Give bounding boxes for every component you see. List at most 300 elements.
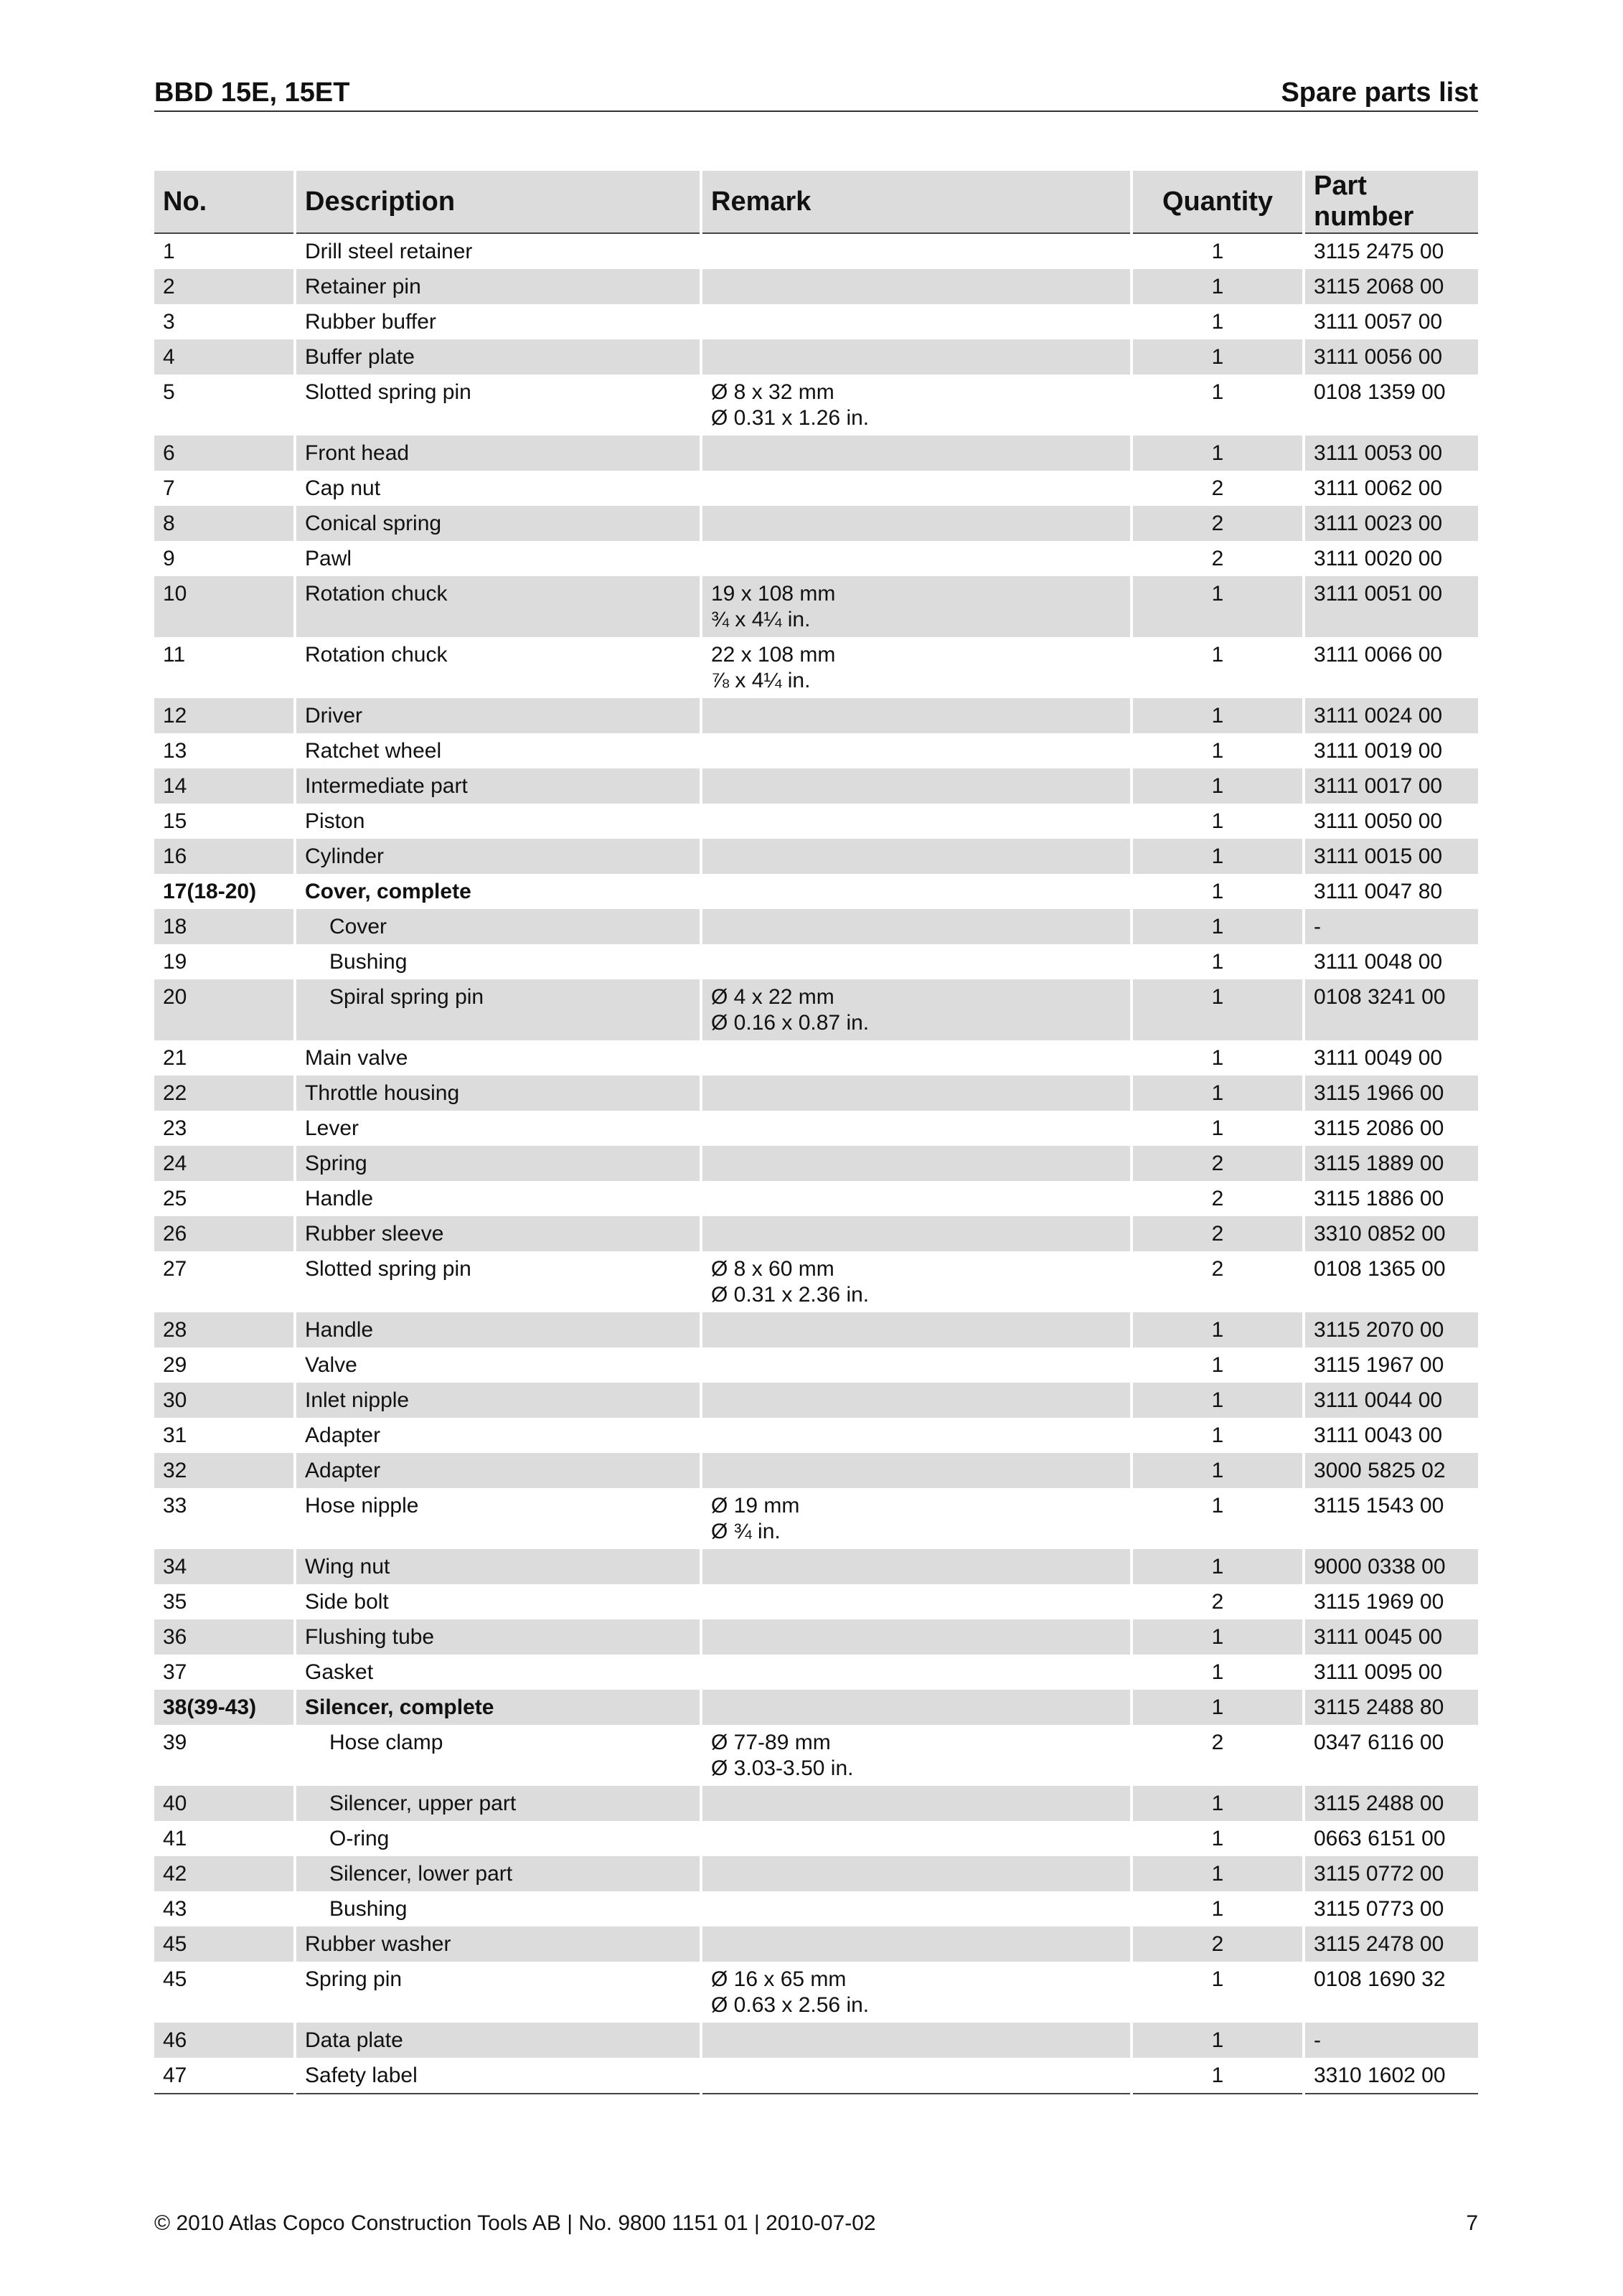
remark-line: Ø 8 x 60 mm bbox=[711, 1257, 834, 1281]
table-body bbox=[154, 233, 1478, 2094]
cell-item-number: 43 bbox=[163, 1897, 187, 1921]
cell-item-number: 32 bbox=[154, 1453, 295, 1488]
cell-quantity: 1 bbox=[1132, 1076, 1304, 1111]
cell-part-number: 3310 1602 00 bbox=[1304, 2058, 1478, 2094]
cell-quantity: 1 bbox=[1132, 944, 1304, 979]
remark-line: Ø 3.03-3.50 in. bbox=[711, 1756, 854, 1780]
cell-part-number: 3115 1889 00 bbox=[1304, 1146, 1478, 1181]
cell-item-number: 9 bbox=[163, 547, 175, 570]
cell-item-number: 19 bbox=[163, 950, 187, 974]
cell-remark bbox=[701, 1584, 1132, 1619]
cell-item-number: 7 bbox=[163, 476, 175, 500]
cell-quantity: 1 bbox=[1132, 1619, 1304, 1655]
cell-item-number: 42 bbox=[154, 1856, 295, 1891]
page-footer bbox=[154, 2211, 1478, 2236]
column-header-remark: Remark bbox=[701, 171, 1132, 233]
cell-quantity: 2 bbox=[1132, 506, 1304, 541]
table-row bbox=[154, 1251, 1478, 1312]
cell-item-number: 28 bbox=[154, 1312, 295, 1347]
cell-part-number: 0108 1365 00 bbox=[1304, 1251, 1478, 1312]
table-row bbox=[154, 1856, 1478, 1891]
cell-quantity: 1 bbox=[1132, 733, 1304, 768]
cell-remark bbox=[701, 1619, 1132, 1655]
cell-quantity: 1 bbox=[1132, 698, 1304, 733]
cell-item-number: 47 bbox=[154, 2058, 295, 2094]
cell-item-number: 1 bbox=[163, 240, 175, 263]
cell-item-number: 22 bbox=[154, 1076, 295, 1111]
remark-line: Ø 4 x 22 mm bbox=[711, 985, 834, 1009]
cell-remark bbox=[701, 1655, 1132, 1690]
cell-item-number: 15 bbox=[163, 809, 187, 833]
cell-item-number: 31 bbox=[163, 1424, 187, 1447]
cell-description: Drill steel retainer bbox=[295, 233, 701, 269]
copyright-text: © 2010 Atlas Copco Construction Tools AB | No. 9800 1151 01 | 2010-07-02 bbox=[154, 2211, 876, 2235]
column-header-description: Description bbox=[295, 171, 701, 233]
cell-part-number: 3115 0772 00 bbox=[1304, 1856, 1478, 1891]
column-header-quantity: Quantity bbox=[1132, 171, 1304, 233]
cell-description: Side bolt bbox=[295, 1584, 701, 1619]
cell-description: Cylinder bbox=[295, 839, 701, 874]
table-row bbox=[154, 1146, 1478, 1181]
cell-quantity: 1 bbox=[1132, 1655, 1304, 1690]
cell-remark bbox=[701, 1040, 1132, 1076]
cell-description: Wing nut bbox=[295, 1549, 701, 1584]
cell-item-number: 12 bbox=[154, 698, 295, 733]
cell-remark bbox=[701, 1383, 1132, 1418]
table-row bbox=[154, 339, 1478, 375]
cell-description: Rubber sleeve bbox=[295, 1216, 701, 1251]
cell-remark bbox=[701, 1725, 1132, 1786]
cell-item-number: 8 bbox=[154, 506, 295, 541]
cell-item-number: 30 bbox=[154, 1383, 295, 1418]
remark-line: Ø 77-89 mm bbox=[711, 1731, 831, 1754]
cell-remark bbox=[701, 2058, 1132, 2094]
cell-quantity: 1 bbox=[1132, 1856, 1304, 1891]
cell-part-number: 3111 0024 00 bbox=[1304, 698, 1478, 733]
cell-remark bbox=[701, 1549, 1132, 1584]
table-row bbox=[154, 304, 1478, 339]
cell-item-number: 27 bbox=[163, 1257, 187, 1281]
cell-quantity: 1 bbox=[1132, 1891, 1304, 1926]
cell-description: Rotation chuck bbox=[295, 637, 701, 698]
cell-quantity: 1 bbox=[1132, 1418, 1304, 1453]
cell-item-number: 4 bbox=[154, 339, 295, 375]
page-number: 7 bbox=[1466, 2211, 1478, 2235]
cell-remark bbox=[701, 874, 1132, 909]
document-title: BBD 15E, 15ET bbox=[154, 77, 350, 108]
section-title: Spare parts list bbox=[1281, 77, 1478, 108]
cell-quantity: 1 bbox=[1132, 233, 1304, 269]
cell-description: Data plate bbox=[295, 2023, 701, 2058]
cell-item-number: 13 bbox=[163, 739, 187, 763]
cell-part-number: 3115 1969 00 bbox=[1304, 1584, 1478, 1619]
cell-description: Inlet nipple bbox=[295, 1383, 701, 1418]
cell-remark bbox=[701, 944, 1132, 979]
cell-quantity: 1 bbox=[1132, 979, 1304, 1040]
cell-remark bbox=[701, 979, 1132, 1040]
cell-quantity: 1 bbox=[1132, 637, 1304, 698]
table-header bbox=[154, 171, 1478, 233]
cell-description: Driver bbox=[295, 698, 701, 733]
cell-remark bbox=[701, 1488, 1132, 1549]
cell-quantity: 1 bbox=[1132, 1821, 1304, 1856]
cell-quantity: 1 bbox=[1132, 576, 1304, 637]
cell-quantity: 1 bbox=[1132, 1549, 1304, 1584]
cell-quantity: 1 bbox=[1132, 1453, 1304, 1488]
cell-quantity: 1 bbox=[1132, 2058, 1304, 2094]
table-row bbox=[154, 1891, 1478, 1926]
cell-description: Retainer pin bbox=[295, 269, 701, 304]
cell-description: Adapter bbox=[295, 1418, 701, 1453]
cell-part-number: 3111 0062 00 bbox=[1304, 471, 1478, 506]
cell-part-number: 0108 3241 00 bbox=[1304, 979, 1478, 1040]
table-row bbox=[154, 471, 1478, 506]
cell-description: Hose clamp bbox=[295, 1725, 701, 1786]
cell-part-number: 9000 0338 00 bbox=[1304, 1549, 1478, 1584]
cell-quantity: 1 bbox=[1132, 339, 1304, 375]
cell-remark bbox=[701, 1251, 1132, 1312]
cell-description: Bushing bbox=[295, 944, 701, 979]
cell-item-number: 24 bbox=[154, 1146, 295, 1181]
cell-remark bbox=[701, 1146, 1132, 1181]
remark-line: ⅞ x 4¼ in. bbox=[711, 669, 811, 692]
cell-item-number: 16 bbox=[154, 839, 295, 874]
cell-quantity: 2 bbox=[1132, 541, 1304, 576]
cell-quantity: 1 bbox=[1132, 269, 1304, 304]
cell-quantity: 2 bbox=[1132, 471, 1304, 506]
cell-remark bbox=[701, 637, 1132, 698]
table-row bbox=[154, 1040, 1478, 1076]
cell-quantity: 1 bbox=[1132, 1312, 1304, 1347]
table-row bbox=[154, 874, 1478, 909]
cell-description: Intermediate part bbox=[295, 768, 701, 804]
cell-remark bbox=[701, 339, 1132, 375]
cell-item-number: 41 bbox=[163, 1827, 187, 1850]
cell-item-number: 23 bbox=[163, 1116, 187, 1140]
spare-parts-table bbox=[154, 171, 1478, 2094]
cell-remark bbox=[701, 768, 1132, 804]
table-row bbox=[154, 1549, 1478, 1584]
cell-description: Silencer, lower part bbox=[295, 1856, 701, 1891]
cell-description: Silencer, upper part bbox=[295, 1786, 701, 1821]
cell-remark bbox=[701, 1690, 1132, 1725]
cell-quantity: 1 bbox=[1132, 1488, 1304, 1549]
cell-item-number: 36 bbox=[154, 1619, 295, 1655]
cell-part-number: 3115 2488 80 bbox=[1304, 1690, 1478, 1725]
cell-item-number: 17(18-20) bbox=[163, 880, 257, 903]
cell-description: Throttle housing bbox=[295, 1076, 701, 1111]
cell-item-number: 26 bbox=[154, 1216, 295, 1251]
cell-quantity: 1 bbox=[1132, 1962, 1304, 2023]
cell-part-number: 3111 0057 00 bbox=[1304, 304, 1478, 339]
table-row bbox=[154, 1076, 1478, 1111]
cell-remark bbox=[701, 1418, 1132, 1453]
cell-remark bbox=[701, 733, 1132, 768]
cell-item-number: 18 bbox=[154, 909, 295, 944]
cell-description: Rubber washer bbox=[295, 1926, 701, 1962]
cell-item-number: 38(39-43) bbox=[154, 1690, 295, 1725]
cell-remark bbox=[701, 436, 1132, 471]
cell-part-number: 3111 0048 00 bbox=[1304, 944, 1478, 979]
cell-quantity: 2 bbox=[1132, 1584, 1304, 1619]
cell-part-number: 3115 1967 00 bbox=[1304, 1347, 1478, 1383]
cell-part-number: 3115 0773 00 bbox=[1304, 1891, 1478, 1926]
cell-quantity: 1 bbox=[1132, 1040, 1304, 1076]
table-row bbox=[154, 2023, 1478, 2058]
cell-part-number: 3115 2488 00 bbox=[1304, 1786, 1478, 1821]
cell-description: Cover, complete bbox=[295, 874, 701, 909]
cell-item-number: 10 bbox=[154, 576, 295, 637]
cell-description: Front head bbox=[295, 436, 701, 471]
remark-line: Ø ¾ in. bbox=[711, 1520, 781, 1543]
cell-part-number: 3115 1966 00 bbox=[1304, 1076, 1478, 1111]
cell-remark bbox=[701, 1856, 1132, 1891]
table-row bbox=[154, 1383, 1478, 1418]
cell-part-number: 3115 2070 00 bbox=[1304, 1312, 1478, 1347]
cell-description: Spring pin bbox=[295, 1962, 701, 2023]
cell-description: Pawl bbox=[295, 541, 701, 576]
cell-item-number: 39 bbox=[163, 1731, 187, 1754]
cell-part-number: 3115 2086 00 bbox=[1304, 1111, 1478, 1146]
table-row bbox=[154, 839, 1478, 874]
remark-line: Ø 0.16 x 0.87 in. bbox=[711, 1011, 870, 1035]
cell-remark bbox=[701, 541, 1132, 576]
cell-part-number: 3000 5825 02 bbox=[1304, 1453, 1478, 1488]
cell-remark bbox=[701, 839, 1132, 874]
cell-part-number: 3111 0044 00 bbox=[1304, 1383, 1478, 1418]
cell-remark bbox=[701, 1891, 1132, 1926]
cell-description: Gasket bbox=[295, 1655, 701, 1690]
cell-part-number: 3115 1886 00 bbox=[1304, 1181, 1478, 1216]
remark-line: Ø 19 mm bbox=[711, 1494, 800, 1518]
cell-item-number: 11 bbox=[163, 643, 186, 667]
cell-part-number: - bbox=[1304, 909, 1478, 944]
cell-part-number: 0108 1359 00 bbox=[1304, 375, 1478, 436]
cell-description: Silencer, complete bbox=[295, 1690, 701, 1725]
cell-part-number: 3115 2068 00 bbox=[1304, 269, 1478, 304]
cell-quantity: 2 bbox=[1132, 1725, 1304, 1786]
cell-part-number: 3115 2478 00 bbox=[1304, 1926, 1478, 1962]
cell-remark bbox=[701, 1821, 1132, 1856]
cell-description: Hose nipple bbox=[295, 1488, 701, 1549]
remark-line: 22 x 108 mm bbox=[711, 643, 836, 667]
cell-remark bbox=[701, 909, 1132, 944]
table-row bbox=[154, 269, 1478, 304]
cell-description: Rubber buffer bbox=[295, 304, 701, 339]
table-row bbox=[154, 576, 1478, 637]
cell-description: Slotted spring pin bbox=[295, 375, 701, 436]
table-row bbox=[154, 804, 1478, 839]
cell-description: Valve bbox=[295, 1347, 701, 1383]
table-row bbox=[154, 768, 1478, 804]
table-row bbox=[154, 1453, 1478, 1488]
cell-quantity: 2 bbox=[1132, 1146, 1304, 1181]
cell-description: Adapter bbox=[295, 1453, 701, 1488]
cell-part-number: 3111 0095 00 bbox=[1304, 1655, 1478, 1690]
cell-description: Handle bbox=[295, 1181, 701, 1216]
cell-item-number: 37 bbox=[163, 1660, 187, 1684]
cell-quantity: 1 bbox=[1132, 1690, 1304, 1725]
cell-quantity: 2 bbox=[1132, 1926, 1304, 1962]
cell-remark bbox=[701, 1181, 1132, 1216]
cell-item-number: 6 bbox=[154, 436, 295, 471]
cell-remark bbox=[701, 269, 1132, 304]
cell-item-number: 40 bbox=[154, 1786, 295, 1821]
cell-quantity: 1 bbox=[1132, 436, 1304, 471]
cell-part-number: 3111 0023 00 bbox=[1304, 506, 1478, 541]
table-row bbox=[154, 1690, 1478, 1725]
remark-line: Ø 0.31 x 2.36 in. bbox=[711, 1283, 870, 1307]
cell-item-number: 29 bbox=[163, 1353, 187, 1377]
remark-line: Ø 8 x 32 mm bbox=[711, 380, 834, 404]
table-row bbox=[154, 1584, 1478, 1619]
cell-description: Main valve bbox=[295, 1040, 701, 1076]
table-row bbox=[154, 436, 1478, 471]
cell-remark bbox=[701, 698, 1132, 733]
table-row bbox=[154, 1821, 1478, 1856]
table-row bbox=[154, 1111, 1478, 1146]
remark-line: ¾ x 4¼ in. bbox=[711, 608, 811, 631]
cell-remark bbox=[701, 1312, 1132, 1347]
cell-quantity: 1 bbox=[1132, 1347, 1304, 1383]
cell-quantity: 1 bbox=[1132, 1111, 1304, 1146]
cell-remark bbox=[701, 1962, 1132, 2023]
remark-line: Ø 16 x 65 mm bbox=[711, 1967, 847, 1991]
cell-part-number: 3111 0045 00 bbox=[1304, 1619, 1478, 1655]
table-row bbox=[154, 733, 1478, 768]
cell-description: Lever bbox=[295, 1111, 701, 1146]
table-row bbox=[154, 944, 1478, 979]
table-row bbox=[154, 1786, 1478, 1821]
table-row bbox=[154, 1926, 1478, 1962]
cell-description: Conical spring bbox=[295, 506, 701, 541]
cell-remark bbox=[701, 1926, 1132, 1962]
cell-quantity: 1 bbox=[1132, 375, 1304, 436]
cell-quantity: 1 bbox=[1132, 909, 1304, 944]
cell-remark bbox=[701, 1216, 1132, 1251]
table-row bbox=[154, 1216, 1478, 1251]
cell-quantity: 2 bbox=[1132, 1216, 1304, 1251]
cell-quantity: 1 bbox=[1132, 1786, 1304, 1821]
table-row bbox=[154, 1312, 1478, 1347]
remark-line: Ø 0.63 x 2.56 in. bbox=[711, 1993, 870, 2017]
cell-item-number: 45 bbox=[163, 1967, 187, 1991]
cell-description: Rotation chuck bbox=[295, 576, 701, 637]
cell-item-number: 25 bbox=[163, 1187, 187, 1210]
cell-part-number: 3111 0056 00 bbox=[1304, 339, 1478, 375]
cell-description: Bushing bbox=[295, 1891, 701, 1926]
cell-quantity: 1 bbox=[1132, 768, 1304, 804]
cell-item-number: 35 bbox=[163, 1590, 187, 1614]
cell-part-number: 0347 6116 00 bbox=[1304, 1725, 1478, 1786]
cell-part-number: 3111 0066 00 bbox=[1304, 637, 1478, 698]
cell-item-number: 2 bbox=[154, 269, 295, 304]
cell-description: Flushing tube bbox=[295, 1619, 701, 1655]
cell-item-number: 45 bbox=[154, 1926, 295, 1962]
cell-description: Handle bbox=[295, 1312, 701, 1347]
cell-remark bbox=[701, 1347, 1132, 1383]
cell-quantity: 1 bbox=[1132, 2023, 1304, 2058]
column-header-part-number: Part number bbox=[1304, 171, 1478, 233]
cell-item-number: 20 bbox=[154, 979, 295, 1040]
cell-quantity: 1 bbox=[1132, 804, 1304, 839]
cell-remark bbox=[701, 1111, 1132, 1146]
cell-remark bbox=[701, 2023, 1132, 2058]
cell-part-number: 3111 0053 00 bbox=[1304, 436, 1478, 471]
cell-quantity: 1 bbox=[1132, 304, 1304, 339]
table-row bbox=[154, 1962, 1478, 2023]
table-row bbox=[154, 541, 1478, 576]
cell-description: Spiral spring pin bbox=[295, 979, 701, 1040]
remark-line: 19 x 108 mm bbox=[711, 582, 836, 606]
cell-part-number: 3111 0050 00 bbox=[1304, 804, 1478, 839]
table-row bbox=[154, 1418, 1478, 1453]
table-row bbox=[154, 375, 1478, 436]
cell-remark bbox=[701, 506, 1132, 541]
table-row bbox=[154, 698, 1478, 733]
cell-part-number: 0108 1690 32 bbox=[1304, 1962, 1478, 2023]
cell-remark bbox=[701, 1076, 1132, 1111]
cell-item-number: 21 bbox=[163, 1046, 187, 1070]
cell-quantity: 1 bbox=[1132, 1383, 1304, 1418]
table-row bbox=[154, 637, 1478, 698]
cell-remark bbox=[701, 1453, 1132, 1488]
cell-part-number: - bbox=[1304, 2023, 1478, 2058]
table-row bbox=[154, 1619, 1478, 1655]
cell-description: Cap nut bbox=[295, 471, 701, 506]
cell-part-number: 3111 0047 80 bbox=[1304, 874, 1478, 909]
cell-item-number: 5 bbox=[163, 380, 175, 404]
table-row bbox=[154, 2058, 1478, 2094]
cell-description: Buffer plate bbox=[295, 339, 701, 375]
cell-quantity: 1 bbox=[1132, 839, 1304, 874]
cell-item-number: 3 bbox=[163, 310, 175, 334]
cell-quantity: 1 bbox=[1132, 874, 1304, 909]
cell-part-number: 3111 0019 00 bbox=[1304, 733, 1478, 768]
cell-part-number: 3111 0043 00 bbox=[1304, 1418, 1478, 1453]
table-row bbox=[154, 1725, 1478, 1786]
cell-description: Ratchet wheel bbox=[295, 733, 701, 768]
cell-description: Safety label bbox=[295, 2058, 701, 2094]
cell-item-number: 34 bbox=[154, 1549, 295, 1584]
cell-part-number: 3111 0049 00 bbox=[1304, 1040, 1478, 1076]
cell-remark bbox=[701, 304, 1132, 339]
cell-part-number: 3111 0051 00 bbox=[1304, 576, 1478, 637]
table-row bbox=[154, 1181, 1478, 1216]
cell-remark bbox=[701, 804, 1132, 839]
cell-part-number: 0663 6151 00 bbox=[1304, 1821, 1478, 1856]
cell-item-number: 14 bbox=[154, 768, 295, 804]
column-header-no: No. bbox=[154, 171, 295, 233]
cell-item-number: 46 bbox=[154, 2023, 295, 2058]
cell-remark bbox=[701, 576, 1132, 637]
table-row bbox=[154, 979, 1478, 1040]
cell-description: Spring bbox=[295, 1146, 701, 1181]
cell-part-number: 3111 0020 00 bbox=[1304, 541, 1478, 576]
table-row bbox=[154, 1347, 1478, 1383]
page-header bbox=[154, 73, 1478, 112]
cell-part-number: 3115 1543 00 bbox=[1304, 1488, 1478, 1549]
cell-remark bbox=[701, 375, 1132, 436]
cell-description: Piston bbox=[295, 804, 701, 839]
cell-description: Cover bbox=[295, 909, 701, 944]
table-row bbox=[154, 1488, 1478, 1549]
cell-remark bbox=[701, 1786, 1132, 1821]
table-row bbox=[154, 506, 1478, 541]
table-row bbox=[154, 1655, 1478, 1690]
cell-part-number: 3111 0015 00 bbox=[1304, 839, 1478, 874]
cell-part-number: 3111 0017 00 bbox=[1304, 768, 1478, 804]
